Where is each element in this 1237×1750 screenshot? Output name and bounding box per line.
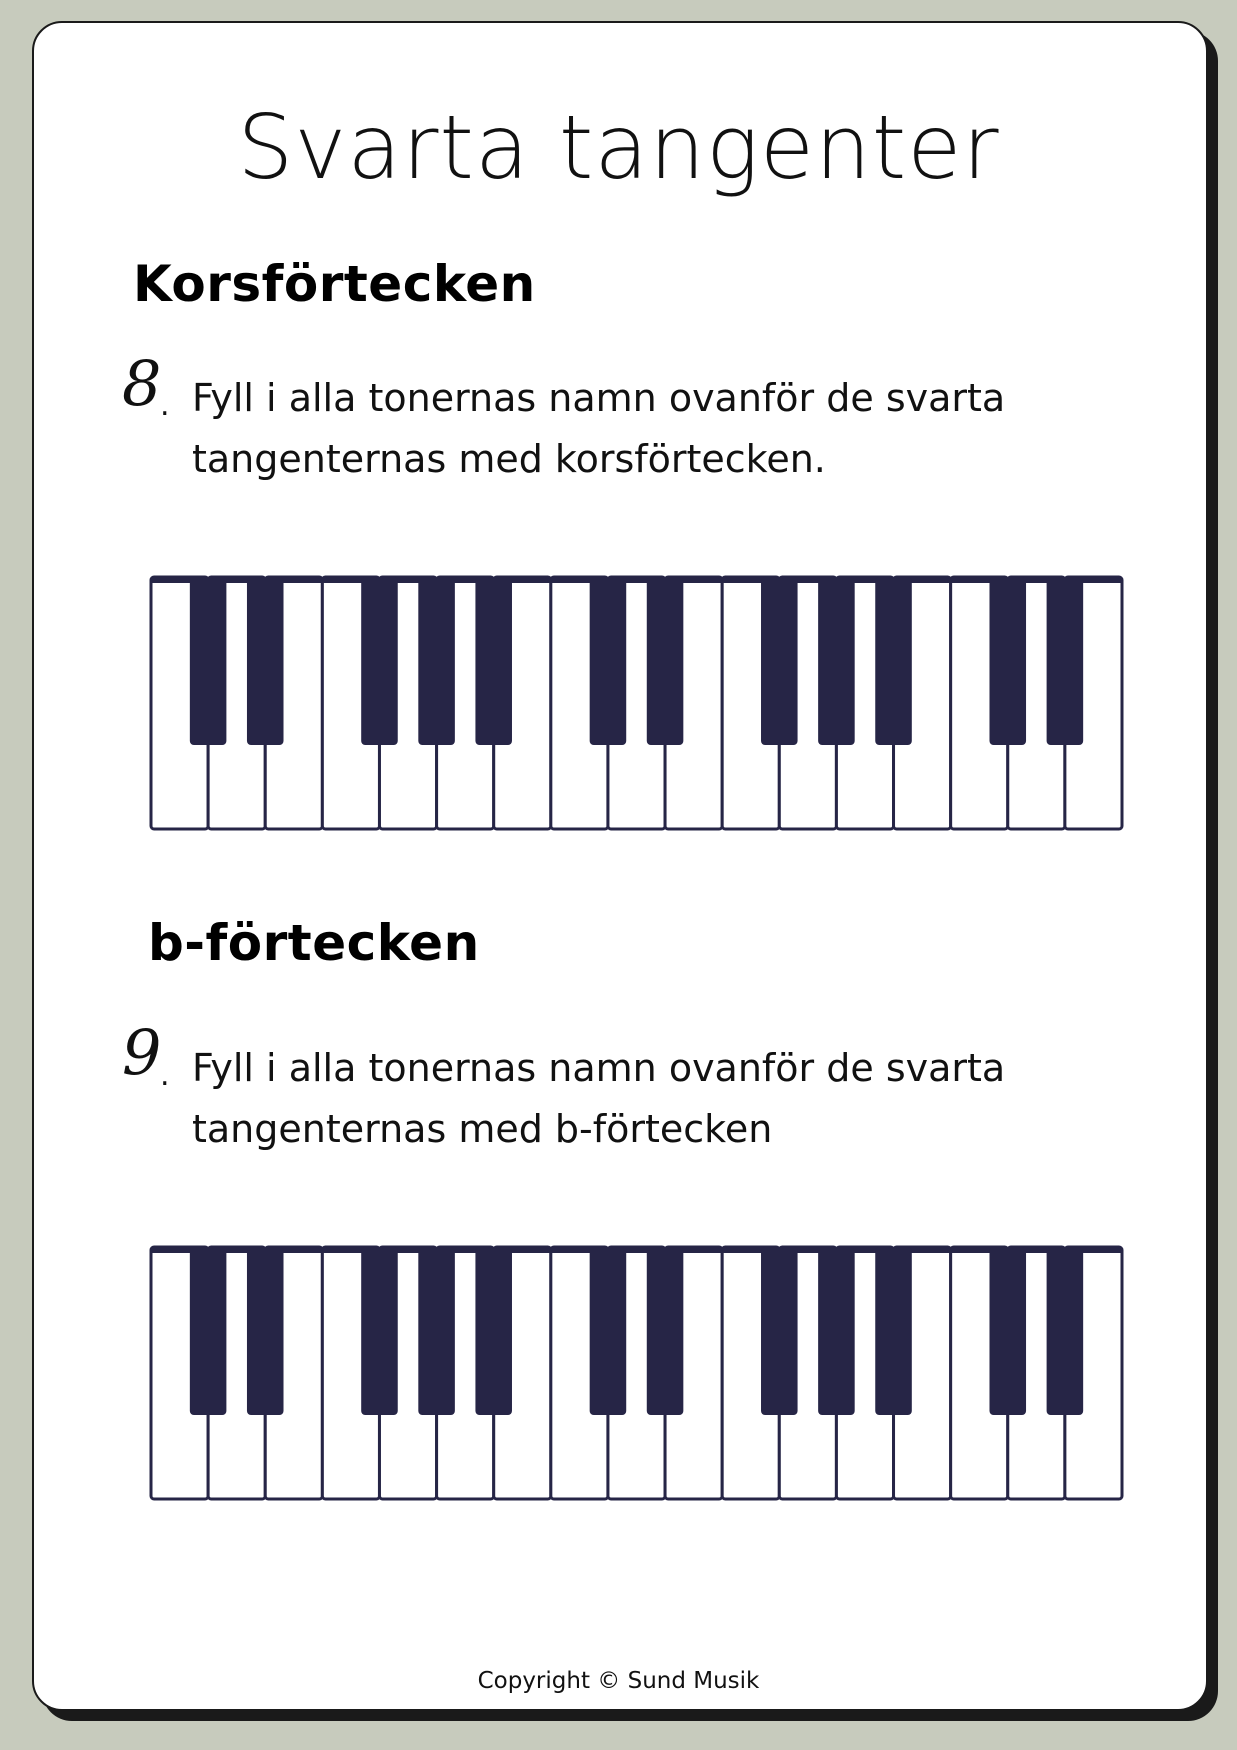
instruction-line: tangenternas med korsförtecken. [192, 437, 826, 481]
black-key [190, 1247, 227, 1415]
instruction-flats [192, 1038, 1012, 1160]
black-key [190, 577, 227, 745]
black-key [361, 1247, 398, 1415]
black-key [361, 577, 398, 745]
black-key [475, 577, 512, 745]
black-key [418, 577, 455, 745]
exercise-number-dot: . [160, 1058, 170, 1093]
black-key [1047, 577, 1084, 745]
instruction-line: Fyll i alla tonernas namn ovanför de svarta [192, 376, 1006, 420]
black-key [647, 577, 684, 745]
keyboard-top-bar [151, 577, 1122, 583]
black-key [875, 577, 912, 745]
black-key [247, 577, 284, 745]
exercise-number-dot: . [160, 388, 170, 423]
exercise-number-8: 8 [122, 347, 162, 420]
copyright-footer: Copyright © Sund Musik [477, 1668, 760, 1694]
black-key [989, 1247, 1026, 1415]
black-key [647, 1247, 684, 1415]
black-key [475, 1247, 512, 1415]
piano-keyboard-flats [149, 1245, 1124, 1501]
black-key [418, 1247, 455, 1415]
black-key [1047, 1247, 1084, 1415]
black-key [818, 577, 855, 745]
black-key [818, 1247, 855, 1415]
black-key [761, 1247, 798, 1415]
keyboard-top-bar [151, 1247, 1122, 1253]
black-key [761, 577, 798, 745]
heading-sharps: Korsförtecken [133, 255, 536, 313]
black-key [590, 1247, 627, 1415]
instruction-sharps [192, 368, 1012, 490]
black-key [875, 1247, 912, 1415]
page-title: Svarta tangenter [237, 96, 1000, 199]
piano-keyboard-graphic [149, 575, 1124, 831]
piano-keyboard-graphic [149, 1245, 1124, 1501]
instruction-line: Fyll i alla tonernas namn ovanför de svarta [192, 1046, 1006, 1090]
black-key [247, 1247, 284, 1415]
heading-flats: b-förtecken [148, 914, 480, 972]
exercise-number-9: 9 [122, 1016, 162, 1089]
piano-keyboard-sharps [149, 575, 1124, 831]
instruction-line: tangenternas med b-förtecken [192, 1107, 773, 1151]
black-key [989, 577, 1026, 745]
black-key [590, 577, 627, 745]
